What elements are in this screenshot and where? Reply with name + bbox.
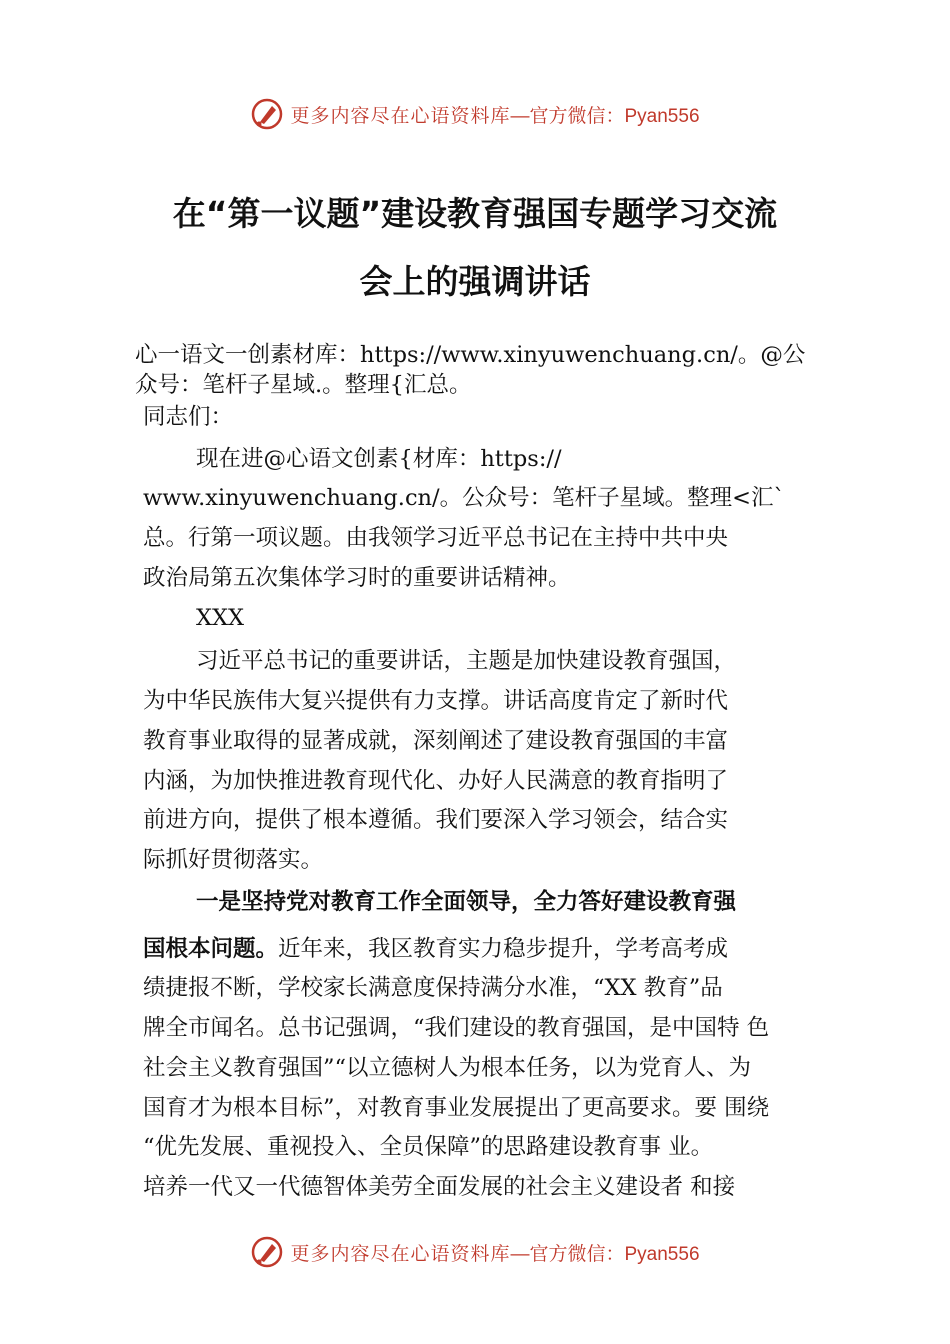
document-title-line2: 会上的强调讲话 [359,262,591,301]
p3-heading-line2: 国根本问题。 [143,936,279,962]
p3-heading-line1: 一是坚持党对教育工作全面领导，全力答好建设教育强 [196,889,737,915]
p3-line6: “优先发展、重视投入、全员保障”的思路建设教育事 业。 [143,1134,714,1160]
p1-line3: 总。行第一项议题。由我领学习近平总书记在主持中共中央 [143,525,729,551]
p1-line2: www.xinyuwenchuang.cn/。公众号：笔杆子星域。整理<汇` [143,485,785,511]
header-banner [0,94,950,134]
footer-wechat: —官方微信：Pyan556 [510,1243,700,1265]
p3-line3: 牌全市闻名。总书记强调，“我们建设的教育强国，是中国特 色 [143,1015,770,1041]
p3-line7: 培养一代又一代德智体美劳全面发展的社会主义建设者 和接 [143,1174,736,1200]
p2-line2: 为中华民族伟大复兴提供有力支撑。讲话高度肯定了新时代 [143,688,729,714]
xxx-marker: XXX [196,605,245,631]
p3-line1-rest: 近年来，我区教育实力稳步提升，学考高考成 [278,936,729,962]
footer-brand: 更多内容尽在心语资料库 [290,1242,511,1265]
intro-line2: 众号：笔杆子星域.。整理{汇总。 [135,372,472,398]
header-brand: 更多内容尽在心语资料库 [290,104,511,127]
intro-line1: 心一语文一创素材库：https://www.xinyuwenchuang.cn/。@公 [135,342,806,368]
p2-line4: 内涵，为加快推进教育现代化、办好人民满意的教育指明了 [143,768,729,794]
p1-line4: 政治局第五次集体学习时的重要讲话精神。 [143,565,571,591]
p2-line3: 教育事业取得的显著成就，深刻阐述了建设教育强国的丰富 [143,728,729,754]
footer-banner [0,1232,950,1272]
document-title-line1: 在“第一议题”建设教育强国专题学习交流 [172,194,778,233]
p3-line4: 社会主义教育强国”“以立德树人为根本任务，以为党育人、为 [143,1055,752,1081]
p3-line5: 国育才为根本目标”，对教育事业发展提出了更高要求。要 围绕 [143,1095,770,1121]
salutation: 同志们： [143,404,234,430]
p2-line6: 际抓好贯彻落实。 [143,847,324,873]
pen-nib-logo-icon [250,97,284,131]
p3-line1 [143,934,728,964]
p2-line1: 习近平总书记的重要讲话，主题是加快建设教育强国， [196,648,737,674]
header-wechat: —官方微信：Pyan556 [510,105,700,127]
pen-nib-logo-icon [250,1235,284,1269]
p2-line5: 前进方向，提供了根本遵循。我们要深入学习领会，结合实 [143,807,729,833]
p1-line1: 现在进@心语文创素{材库：https:// [196,446,562,472]
p3-line2: 绩捷报不断，学校家长满意度保持满分水准，“XX 教育”品 [143,975,723,1001]
